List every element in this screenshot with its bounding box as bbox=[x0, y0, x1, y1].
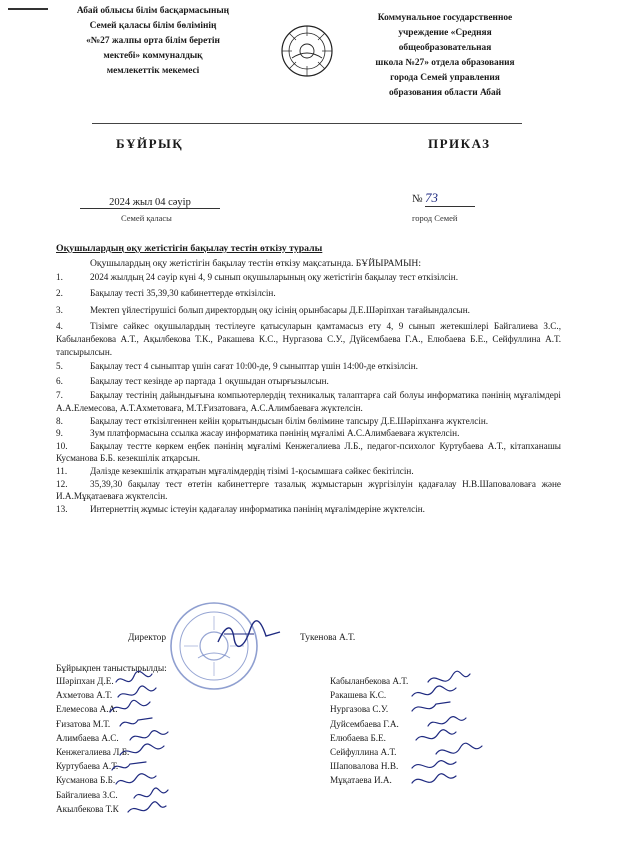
order-item: 12. 35,39,30 бақылау тест өтетін кабинеттерге тазалық жұмыстарын жүргізілуін қадағалау Н.В.Шаповаловаға және И.А.Мұқатаеваға жүктелсін. bbox=[56, 478, 561, 502]
header-right-line: учреждение «Средняя bbox=[398, 28, 492, 38]
order-item: 10. Бақылау тестте көркем еңбек пәнінің мұғалімі Кенжегалиева Л.Б., педагог-психолог Куртубаева А.Т., кітапханашы Кусманова Б.Б. кезекшілік атқарсын. bbox=[56, 440, 561, 464]
order-item: 3. Мектеп үйлестірушісі болып директордың оқу ісінің орынбасары Д.Е.Шәріпхан тағайындалсын. bbox=[56, 304, 470, 315]
order-intro: Оқушылардың оқу жетістігін бақылау тестін өткізу мақсатында. БҰЙЫРАМЫН: bbox=[90, 258, 422, 269]
order-title-kz: БҰЙРЫҚ bbox=[116, 136, 184, 151]
signature-left bbox=[130, 731, 168, 740]
staff-name: Сейфуллина А.Т. bbox=[330, 747, 397, 758]
signature-right bbox=[428, 717, 466, 726]
signature-right bbox=[412, 774, 456, 783]
order-item: 5. Бақылау тест 4 сыныптар үшін сағат 10:00-де, 9 сыныптар үшін 14:00-де өткізілсін. bbox=[56, 361, 418, 372]
signature-left bbox=[128, 802, 166, 812]
header-left-line: Абай облысы білім басқармасының bbox=[76, 6, 230, 16]
order-date: 2024 жыл 04 сәуір bbox=[80, 197, 220, 209]
staff-name: Кабыланбекова А.Т. bbox=[330, 676, 409, 686]
order-item: 6. Бақылау тест кезінде әр партада 1 оқушыдан отырғызылсын. bbox=[56, 375, 329, 386]
staff-name: Елемесова А.А. bbox=[56, 704, 118, 715]
signature-left bbox=[120, 744, 164, 755]
staff-name: Шаповалова Н.В. bbox=[330, 761, 399, 772]
signature-left bbox=[118, 686, 156, 697]
signature-right bbox=[412, 702, 450, 711]
header-right-line: Коммунальное государственное bbox=[377, 13, 513, 23]
staff-name: Шәріпхан Д.Е. bbox=[56, 676, 114, 686]
director-label: Директор bbox=[128, 633, 167, 643]
header-left-line: «№27 жалпы орта білім беретін bbox=[86, 36, 220, 46]
staff-name: Кенжегалиева Л.Б. bbox=[56, 747, 130, 758]
staff-name: Кусманова Б.Б. bbox=[56, 775, 116, 786]
staff-name: Алимбаева А.С. bbox=[56, 732, 119, 743]
signature-right bbox=[412, 686, 456, 696]
header-left-line: Семей қаласы білім бөлімінің bbox=[89, 21, 217, 31]
staff-name: Ракашева К.С. bbox=[330, 690, 387, 701]
signature-left bbox=[112, 762, 146, 770]
signature-left bbox=[116, 774, 156, 784]
signature-left bbox=[134, 788, 168, 798]
staff-name: Куртубаева А.Т. bbox=[56, 761, 119, 772]
order-item: 2. Бақылау тесті 35,39,30 кабинеттерде өткізілсін. bbox=[56, 288, 276, 299]
header-left-line: мектебі» коммуналдық bbox=[103, 51, 203, 61]
signature-right bbox=[412, 761, 456, 768]
staff-name: Нургазова С.У. bbox=[330, 704, 389, 715]
order-item: 13. Интернеттің жұмыс істеуін қадағалау информатика пәнінің мұғалімдеріне жүктелсін. bbox=[56, 503, 425, 514]
signature-right bbox=[428, 671, 470, 682]
order-item: 11. Дәлізде кезекшілік атқаратын мұғалімдердің тізімі 1-қосымшаға сәйкес бекітілсін. bbox=[56, 465, 414, 476]
staff-name: Ахметова А.Т. bbox=[56, 690, 113, 701]
header-right-line: общеобразовательная bbox=[398, 43, 492, 53]
order-number: 73 bbox=[425, 190, 475, 207]
staff-name: Дуйсембаева Г.А. bbox=[330, 718, 399, 729]
signature-left bbox=[110, 700, 150, 712]
header-right-line: города Семей управления bbox=[390, 73, 500, 83]
signature-right bbox=[416, 730, 456, 740]
order-item: 8. Бақылау тест өткізілгеннен кейін қорытындысын білім бөлімине тапсыру Д.Е.Шәріпханға жүктелсін. bbox=[56, 415, 489, 426]
city-kz: Семей қаласы bbox=[121, 213, 172, 223]
order-item: 1. 2024 жылдың 24 сәуір күні 4, 9 сынып оқушыларының оқу жетістігін бақылау тест өткізілсін. bbox=[56, 271, 459, 282]
order-subject: Оқушылардың оқу жетістігін бақылау тестін өткізу туралы bbox=[56, 243, 323, 254]
signature-left bbox=[120, 718, 152, 726]
staff-name: Байгалиева З.С. bbox=[56, 789, 118, 800]
staff-name: Мұқатаева И.А. bbox=[330, 775, 392, 786]
header-right-line: школа №27» отдела образования bbox=[375, 58, 515, 68]
director-name: Тукенова А.Т. bbox=[300, 633, 356, 643]
order-item: 7. Бақылау тестінің дайындығына компьютерлердің техникалық талаптарға сай болуы информатика пәнінің мұғалімдері А.А.Елемесова, А.Т.Ахметоваға, М.Т.Ғизатоваға, А.С.Алимбаеваға жүктелсін. bbox=[56, 390, 561, 413]
order-title-ru: ПРИКАЗ bbox=[428, 136, 491, 151]
staff-name: Акылбекова Т.К bbox=[56, 803, 119, 814]
signature-left bbox=[116, 671, 152, 682]
city-ru: город Семей bbox=[412, 213, 458, 223]
staff-name: Ғизатова М.Т. bbox=[56, 718, 111, 729]
staff-name: Елюбаева Б.Е. bbox=[330, 732, 386, 743]
header-right-line: образования области Абай bbox=[388, 88, 502, 98]
order-item: 9. Зум платформасына ссылка жасау информатика пәнінің мұғалімі А.С.Алимбаеваға жүктелсін. bbox=[56, 428, 460, 439]
acquainted-label: Бұйрықпен таныстырылды: bbox=[56, 664, 167, 674]
order-number-label: № bbox=[412, 193, 423, 205]
signature-right bbox=[436, 743, 482, 754]
header-left-line: мемлекеттік мекемесі bbox=[106, 66, 200, 76]
order-item: 4. Тізімге сәйкес оқушылардың тестілеуге қатысуларын қамтамасыз ету 4, 9 сынып жетекшілері Байгалиева З.С., Кабыланбекова А.Т., Ақылбекова Т.К., Ракашева К.С., Нургазова С.У., Дүйсембаева Г.А., Елюбаева Б.Е., Сейфуллина А.Т. тапсырылсын. bbox=[56, 321, 561, 357]
